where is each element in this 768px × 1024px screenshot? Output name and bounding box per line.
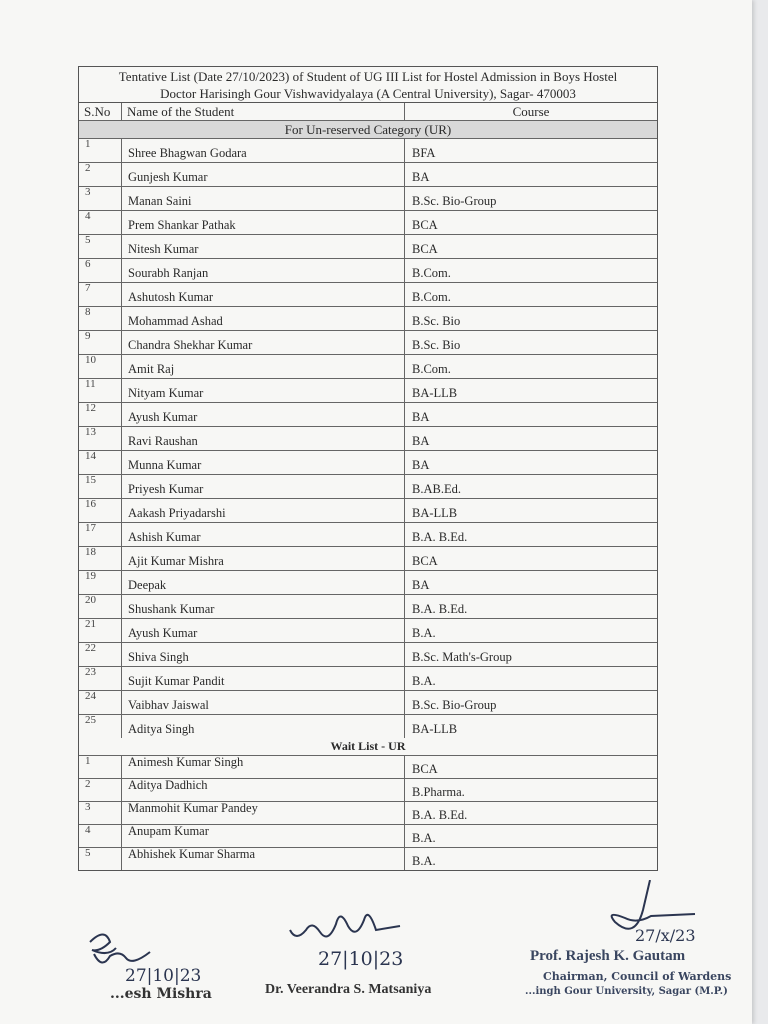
student-name: Manmohit Kumar Pandey — [128, 801, 258, 815]
serial-number: 12 — [85, 402, 96, 414]
cell-name — [122, 235, 405, 258]
serial-number: 17 — [85, 522, 96, 534]
table-row — [79, 211, 657, 235]
serial-number: 3 — [85, 186, 91, 198]
cell-course — [405, 715, 657, 738]
serial-number: 18 — [85, 546, 96, 558]
student-name: Chandra Shekhar Kumar — [128, 338, 253, 352]
student-name: Aakash Priyadarshi — [128, 506, 226, 520]
table-row — [79, 523, 657, 547]
cell-sno — [79, 427, 122, 450]
student-name: Gunjesh Kumar — [128, 170, 208, 184]
course-name: BA-LLB — [412, 386, 458, 400]
cell-sno — [79, 825, 122, 847]
serial-number: 8 — [85, 306, 91, 318]
cell-name — [122, 283, 405, 306]
table-row — [79, 595, 657, 619]
serial-number: 16 — [85, 498, 96, 510]
course-name: B.Sc. Math's-Group — [412, 650, 512, 664]
student-name: Mohammad Ashad — [128, 314, 223, 328]
student-name: Ajit Kumar Mishra — [128, 554, 224, 568]
cell-name — [122, 523, 405, 546]
table-row — [79, 848, 657, 870]
serial-number: 11 — [85, 378, 96, 390]
student-name: Amit Raj — [128, 362, 175, 376]
signature-right-org: ...ingh Gour University, Sagar (M.P.) — [525, 986, 728, 997]
course-name: BA — [412, 434, 430, 448]
cell-name — [122, 379, 405, 402]
table-row — [79, 475, 657, 499]
cell-course — [405, 211, 657, 234]
cell-name — [122, 139, 405, 162]
cell-name — [122, 667, 405, 690]
cell-course — [405, 779, 657, 801]
table-row — [79, 259, 657, 283]
cell-course — [405, 523, 657, 546]
cell-sno — [79, 235, 122, 258]
cell-course — [405, 499, 657, 522]
cell-course — [405, 451, 657, 474]
cell-sno — [79, 619, 122, 642]
table-row — [79, 619, 657, 643]
cell-course — [405, 802, 657, 824]
course-name: B.A. B.Ed. — [412, 808, 468, 822]
cell-course — [405, 355, 657, 378]
header-name: Name of the Student — [122, 103, 405, 120]
student-name: Abhishek Kumar Sharma — [128, 847, 256, 861]
table-row — [79, 283, 657, 307]
cell-course — [405, 691, 657, 714]
cell-sno — [79, 547, 122, 570]
document-title — [79, 67, 657, 103]
cell-sno — [79, 211, 122, 234]
course-name: B.A. — [412, 674, 436, 688]
cell-sno — [79, 779, 122, 801]
student-name: Ayush Kumar — [128, 410, 198, 424]
serial-number: 7 — [85, 282, 91, 294]
course-name: BA-LLB — [412, 506, 458, 520]
cell-name — [122, 163, 405, 186]
cell-sno — [79, 802, 122, 824]
cell-name — [122, 307, 405, 330]
section-heading-ur: For Un-reserved Category (UR) — [79, 121, 657, 139]
cell-name — [122, 451, 405, 474]
student-name: Vaibhav Jaiswal — [128, 698, 209, 712]
student-name: Ashutosh Kumar — [128, 290, 214, 304]
serial-number: 22 — [85, 642, 96, 654]
cell-sno — [79, 187, 122, 210]
course-name: BA — [412, 458, 430, 472]
cell-sno — [79, 667, 122, 690]
cell-name — [122, 825, 405, 847]
table-row — [79, 307, 657, 331]
course-name: B.Sc. Bio-Group — [412, 698, 497, 712]
course-name: BCA — [412, 242, 438, 256]
serial-number: 6 — [85, 258, 91, 270]
table-row — [79, 235, 657, 259]
cell-sno — [79, 715, 122, 738]
table-row — [79, 355, 657, 379]
course-name: B.A. — [412, 626, 436, 640]
cell-course — [405, 307, 657, 330]
serial-number: 21 — [85, 618, 96, 630]
table-row — [79, 779, 657, 802]
cell-name — [122, 187, 405, 210]
student-name: Ayush Kumar — [128, 626, 198, 640]
cell-sno — [79, 259, 122, 282]
cell-name — [122, 802, 405, 824]
ur-rows — [79, 139, 657, 738]
signature-left-date: 27|10|23 — [125, 966, 202, 986]
student-name: Prem Shankar Pathak — [128, 218, 236, 232]
cell-course — [405, 331, 657, 354]
header-sno: S.No — [79, 103, 122, 120]
cell-course — [405, 571, 657, 594]
cell-name — [122, 475, 405, 498]
cell-sno — [79, 756, 122, 778]
student-name: Munna Kumar — [128, 458, 202, 472]
table-row — [79, 403, 657, 427]
cell-sno — [79, 451, 122, 474]
student-name: Anupam Kumar — [128, 824, 209, 838]
cell-sno — [79, 643, 122, 666]
table-row — [79, 571, 657, 595]
serial-number: 20 — [85, 594, 96, 606]
student-name: Manan Saini — [128, 194, 192, 208]
serial-number: 1 — [85, 755, 91, 767]
student-name: Aditya Dadhich — [128, 778, 208, 792]
course-name: BA-LLB — [412, 722, 458, 736]
serial-number: 24 — [85, 690, 96, 702]
student-name: Nitesh Kumar — [128, 242, 199, 256]
student-name: Shushank Kumar — [128, 602, 215, 616]
student-name: Ravi Raushan — [128, 434, 198, 448]
course-name: B.Sc. Bio — [412, 338, 461, 352]
course-name: B.Com. — [412, 266, 451, 280]
cell-name — [122, 499, 405, 522]
serial-number: 4 — [85, 824, 91, 836]
student-name: Ashish Kumar — [128, 530, 201, 544]
cell-name — [122, 547, 405, 570]
table-header — [79, 103, 657, 121]
cell-sno — [79, 163, 122, 186]
serial-number: 10 — [85, 354, 96, 366]
signature-center — [260, 890, 490, 1010]
cell-course — [405, 848, 657, 870]
header-course: Course — [512, 104, 550, 119]
cell-sno — [79, 595, 122, 618]
signature-right-name: Prof. Rajesh K. Gautam — [530, 948, 686, 964]
cell-sno — [79, 139, 122, 162]
cell-name — [122, 619, 405, 642]
course-name: B.Sc. Bio-Group — [412, 194, 497, 208]
table-row — [79, 825, 657, 848]
cell-course — [405, 595, 657, 618]
cell-course — [405, 139, 657, 162]
cell-course — [405, 475, 657, 498]
cell-course — [405, 403, 657, 426]
cell-course — [405, 259, 657, 282]
student-name: Shiva Singh — [128, 650, 189, 664]
cell-sno — [79, 307, 122, 330]
table-row — [79, 802, 657, 825]
course-name: B.Com. — [412, 362, 451, 376]
student-name: Aditya Singh — [128, 722, 195, 736]
section-heading-waitlist: Wait List - UR — [79, 738, 657, 756]
cell-sno — [79, 523, 122, 546]
cell-course — [405, 825, 657, 847]
signature-left — [80, 922, 250, 1002]
cell-name — [122, 355, 405, 378]
serial-number: 2 — [85, 778, 91, 790]
course-name: BCA — [412, 554, 438, 568]
serial-number: 14 — [85, 450, 96, 462]
table-row — [79, 499, 657, 523]
table-row — [79, 187, 657, 211]
table-row — [79, 691, 657, 715]
cell-name — [122, 756, 405, 778]
signature-left-name: ...esh Mishra — [110, 986, 212, 1002]
serial-number: 25 — [85, 714, 96, 726]
cell-name — [122, 331, 405, 354]
serial-number: 13 — [85, 426, 96, 438]
table-row — [79, 667, 657, 691]
table-row — [79, 756, 657, 779]
cell-name — [122, 595, 405, 618]
course-name: B.A. — [412, 854, 436, 868]
cell-name — [122, 779, 405, 801]
table-row — [79, 139, 657, 163]
cell-sno — [79, 499, 122, 522]
student-name: Nityam Kumar — [128, 386, 204, 400]
student-name: Animesh Kumar Singh — [128, 755, 244, 769]
cell-course — [405, 163, 657, 186]
cell-name — [122, 427, 405, 450]
cell-course — [405, 643, 657, 666]
hostel-list-table — [78, 66, 658, 871]
table-row — [79, 331, 657, 355]
cell-course — [405, 379, 657, 402]
cell-sno — [79, 848, 122, 870]
course-name: B.Pharma. — [412, 785, 465, 799]
student-name: Priyesh Kumar — [128, 482, 204, 496]
serial-number: 3 — [85, 801, 91, 813]
waitlist-rows — [79, 756, 657, 870]
cell-name — [122, 715, 405, 738]
cell-name — [122, 259, 405, 282]
serial-number: 23 — [85, 666, 96, 678]
student-name: Deepak — [128, 578, 167, 592]
cell-sno — [79, 283, 122, 306]
course-name: B.A. B.Ed. — [412, 530, 468, 544]
course-name: B.A. B.Ed. — [412, 602, 468, 616]
signature-right — [525, 880, 745, 1010]
cell-sno — [79, 355, 122, 378]
cell-sno — [79, 571, 122, 594]
course-name: BA — [412, 578, 430, 592]
cell-sno — [79, 379, 122, 402]
student-name: Sourabh Ranjan — [128, 266, 209, 280]
cell-name — [122, 571, 405, 594]
table-row — [79, 379, 657, 403]
cell-name — [122, 403, 405, 426]
cell-course — [405, 235, 657, 258]
serial-number: 1 — [85, 138, 91, 150]
serial-number: 4 — [85, 210, 91, 222]
serial-number: 19 — [85, 570, 96, 582]
cell-course — [405, 283, 657, 306]
student-name: Sujit Kumar Pandit — [128, 674, 225, 688]
table-row — [79, 163, 657, 187]
table-row — [79, 547, 657, 571]
cell-name — [122, 691, 405, 714]
table-row — [79, 715, 657, 738]
table-row — [79, 451, 657, 475]
student-name: Shree Bhagwan Godara — [128, 146, 247, 160]
table-row — [79, 643, 657, 667]
serial-number: 5 — [85, 234, 91, 246]
signature-right-title: Chairman, Council of Wardens — [543, 970, 732, 983]
cell-course — [405, 619, 657, 642]
signature-right-date: 27/x/23 — [635, 926, 696, 945]
cell-course — [405, 547, 657, 570]
course-name: BCA — [412, 762, 438, 776]
cell-sno — [79, 403, 122, 426]
course-name: BCA — [412, 218, 438, 232]
serial-number: 15 — [85, 474, 96, 486]
table-row — [79, 427, 657, 451]
cell-course — [405, 187, 657, 210]
cell-sno — [79, 475, 122, 498]
course-name: B.A. — [412, 831, 436, 845]
course-name: BFA — [412, 146, 436, 160]
course-name: BA — [412, 170, 430, 184]
cell-course — [405, 756, 657, 778]
signature-center-name: Dr. Veerandra S. Matsaniya — [265, 982, 432, 997]
course-name: B.Com. — [412, 290, 451, 304]
cell-course — [405, 667, 657, 690]
cell-course — [405, 427, 657, 450]
cell-sno — [79, 691, 122, 714]
serial-number: 5 — [85, 847, 91, 859]
cell-name — [122, 211, 405, 234]
title-line-1: Tentative List (Date 27/10/2023) of Student of UG III List for Hostel Admission in Boys Hostel — [118, 69, 618, 84]
serial-number: 9 — [85, 330, 91, 342]
cell-name — [122, 643, 405, 666]
title-line-2: Doctor Harisingh Gour Vishwavidyalaya (A Central University), Sagar- 470003 — [160, 86, 576, 101]
course-name: B.AB.Ed. — [412, 482, 461, 496]
serial-number: 2 — [85, 162, 91, 174]
course-name: B.Sc. Bio — [412, 314, 461, 328]
cell-name — [122, 848, 405, 870]
signature-center-date: 27|10|23 — [318, 948, 404, 970]
cell-sno — [79, 331, 122, 354]
course-name: BA — [412, 410, 430, 424]
